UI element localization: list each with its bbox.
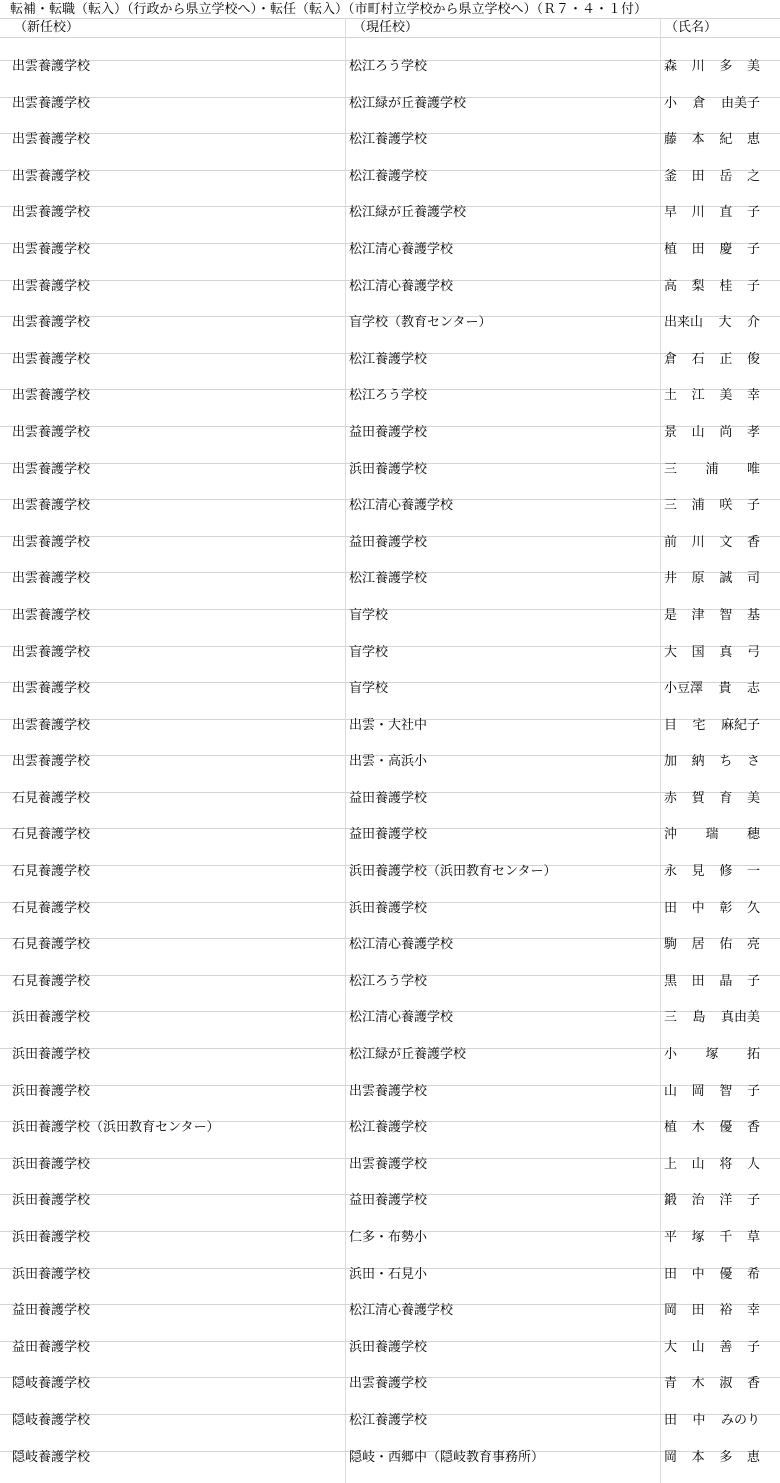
cell-new-school: 石見養護学校 bbox=[12, 864, 91, 880]
table-row bbox=[0, 1182, 780, 1219]
cell-current-school: 浜田・石見小 bbox=[349, 1266, 428, 1282]
table-row bbox=[0, 890, 780, 927]
cell-current-school: 出雲・高浜小 bbox=[349, 754, 428, 770]
cell-name: 前 川 文 香 bbox=[664, 534, 760, 550]
table-row bbox=[0, 1036, 780, 1073]
cell-current-school: 益田養護学校 bbox=[349, 534, 428, 550]
cell-current-school: 仁多・布勢小 bbox=[349, 1230, 428, 1245]
cell-new-school: 出雲養護学校 bbox=[12, 59, 91, 74]
cell-new-school: 出雲養護学校 bbox=[12, 132, 91, 148]
table-row bbox=[0, 377, 780, 414]
cell-name: 黒 田 晶 子 bbox=[664, 973, 760, 989]
table-row bbox=[0, 268, 780, 305]
cell-current-school: 松江清心養護学校 bbox=[349, 937, 454, 953]
cell-name: 三 浦 唯 bbox=[664, 461, 760, 477]
cell-new-school: 石見養護学校 bbox=[12, 973, 91, 989]
table-row bbox=[0, 121, 780, 158]
cell-current-school: 盲学校 bbox=[349, 644, 389, 660]
table-row bbox=[0, 158, 780, 195]
table-row bbox=[0, 597, 780, 634]
table-row bbox=[0, 451, 780, 488]
cell-current-school: 松江養護学校 bbox=[349, 1120, 428, 1136]
cell-current-school: 松江養護学校 bbox=[349, 571, 428, 587]
cell-current-school: 益田養護学校 bbox=[349, 424, 428, 440]
table-row bbox=[0, 780, 780, 817]
cell-new-school: 出雲養護学校 bbox=[12, 571, 91, 587]
cell-current-school: 浜田養護学校 bbox=[349, 461, 428, 477]
table-row bbox=[0, 963, 780, 1000]
cell-current-school: 松江養護学校 bbox=[349, 1412, 428, 1428]
table-row bbox=[0, 999, 780, 1036]
cell-new-school: 浜田養護学校 bbox=[12, 1230, 91, 1245]
cell-name: 目 宅 麻紀子 bbox=[664, 717, 760, 733]
cell-current-school: 松江養護学校 bbox=[349, 168, 428, 184]
cell-name: 岡 本 多 恵 bbox=[664, 1449, 760, 1465]
grid-line bbox=[0, 37, 780, 38]
cell-name: 田 中 彰 久 bbox=[664, 900, 760, 916]
cell-name: 景 山 尚 孝 bbox=[664, 424, 760, 440]
cell-current-school: 盲学校 bbox=[349, 681, 389, 697]
cell-name: 早 川 直 子 bbox=[664, 205, 760, 221]
table-row bbox=[0, 743, 780, 780]
cell-new-school: 出雲養護学校 bbox=[12, 498, 91, 514]
cell-current-school: 出雲養護学校 bbox=[349, 1156, 428, 1172]
table-row bbox=[0, 1439, 780, 1476]
cell-name: 駒 居 佑 亮 bbox=[664, 937, 760, 953]
cell-current-school: 盲学校 bbox=[349, 607, 389, 623]
table-row bbox=[0, 1292, 780, 1329]
cell-current-school: 松江清心養護学校 bbox=[349, 1010, 454, 1026]
cell-current-school: 浜田養護学校 bbox=[349, 1339, 428, 1355]
cell-current-school: 松江清心養護学校 bbox=[349, 241, 454, 257]
cell-new-school: 浜田養護学校 bbox=[12, 1047, 91, 1063]
cell-name: 田 中 優 希 bbox=[664, 1266, 760, 1282]
cell-name: 小豆澤 貴 志 bbox=[664, 681, 760, 697]
cell-name: 三 浦 咲 子 bbox=[664, 498, 760, 514]
header-name: （氏名） bbox=[665, 20, 718, 35]
cell-name: 鍛 治 洋 子 bbox=[664, 1193, 760, 1209]
cell-name: 大 国 真 弓 bbox=[664, 644, 760, 660]
cell-current-school: 出雲養護学校 bbox=[349, 1083, 428, 1099]
table-row bbox=[0, 816, 780, 853]
table-row bbox=[0, 414, 780, 451]
table-row bbox=[0, 487, 780, 524]
cell-name: 植 木 優 香 bbox=[664, 1120, 760, 1136]
cell-new-school: 浜田養護学校 bbox=[12, 1193, 91, 1209]
cell-new-school: 浜田養護学校 bbox=[12, 1083, 91, 1099]
cell-new-school: 出雲養護学校 bbox=[12, 351, 91, 367]
cell-name: 田 中 みのり bbox=[664, 1412, 760, 1428]
cell-current-school: 隠岐・西郷中（隠岐教育事務所） bbox=[349, 1449, 545, 1465]
cell-new-school: 出雲養護学校 bbox=[12, 95, 91, 111]
table-row bbox=[0, 634, 780, 671]
cell-current-school: 松江緑が丘養護学校 bbox=[349, 95, 467, 111]
cell-name: 山 岡 智 子 bbox=[664, 1083, 760, 1099]
cell-current-school: 松江緑が丘養護学校 bbox=[349, 205, 467, 221]
header-current-school: （現任校） bbox=[353, 20, 419, 35]
cell-name: 永 見 修 一 bbox=[664, 864, 760, 880]
cell-current-school: 浜田養護学校 bbox=[349, 900, 428, 916]
cell-name: 倉 石 正 俊 bbox=[664, 351, 760, 367]
cell-name: 藤 本 紀 恵 bbox=[664, 132, 760, 148]
cell-name: 三 島 真由美 bbox=[664, 1010, 760, 1026]
cell-current-school: 松江清心養護学校 bbox=[349, 498, 454, 514]
cell-name: 小 塚 拓 bbox=[664, 1047, 760, 1063]
cell-name: 大 山 善 子 bbox=[664, 1339, 760, 1355]
cell-new-school: 石見養護学校 bbox=[12, 827, 91, 843]
cell-name: 加 納 ち さ bbox=[664, 754, 760, 770]
table-row bbox=[0, 1073, 780, 1110]
table-row bbox=[0, 926, 780, 963]
grid-line bbox=[0, 609, 780, 610]
cell-name: 上 山 将 人 bbox=[664, 1156, 760, 1172]
table-row bbox=[0, 304, 780, 341]
table-row bbox=[0, 1365, 780, 1402]
cell-name: 是 津 智 基 bbox=[664, 607, 760, 623]
cell-new-school: 出雲養護学校 bbox=[12, 461, 91, 477]
cell-current-school: 松江ろう学校 bbox=[349, 973, 428, 989]
cell-current-school: 松江清心養護学校 bbox=[349, 278, 454, 294]
cell-new-school: 出雲養護学校 bbox=[12, 388, 91, 404]
table-row bbox=[0, 670, 780, 707]
cell-new-school: 益田養護学校 bbox=[12, 1339, 91, 1355]
cell-new-school: 石見養護学校 bbox=[12, 937, 91, 953]
table-row bbox=[0, 707, 780, 744]
cell-new-school: 隠岐養護学校 bbox=[12, 1449, 91, 1465]
table-row bbox=[0, 1219, 780, 1256]
cell-new-school: 浜田養護学校（浜田教育センター） bbox=[12, 1120, 220, 1136]
transfer-table bbox=[0, 48, 780, 1475]
cell-current-school: 益田養護学校 bbox=[349, 1193, 428, 1209]
cell-current-school: 松江ろう学校 bbox=[349, 388, 428, 404]
table-row bbox=[0, 524, 780, 561]
cell-current-school: 松江清心養護学校 bbox=[349, 1303, 454, 1319]
header-new-school: （新任校） bbox=[14, 20, 80, 35]
cell-name: 出来山 大 介 bbox=[664, 315, 760, 331]
cell-name: 岡 田 裕 幸 bbox=[664, 1303, 760, 1319]
table-row bbox=[0, 1109, 780, 1146]
cell-name: 釜 田 岳 之 bbox=[664, 168, 760, 184]
cell-current-school: 松江養護学校 bbox=[349, 351, 428, 367]
table-row bbox=[0, 231, 780, 268]
table-row bbox=[0, 1402, 780, 1439]
cell-current-school: 松江ろう学校 bbox=[349, 59, 428, 74]
table-row bbox=[0, 85, 780, 122]
cell-current-school: 益田養護学校 bbox=[349, 827, 428, 843]
table-row bbox=[0, 560, 780, 597]
cell-current-school: 松江養護学校 bbox=[349, 132, 428, 148]
cell-new-school: 出雲養護学校 bbox=[12, 534, 91, 550]
cell-new-school: 出雲養護学校 bbox=[12, 168, 91, 184]
table-row bbox=[0, 853, 780, 890]
cell-name: 井 原 誠 司 bbox=[664, 571, 760, 587]
grid-line bbox=[0, 646, 780, 647]
cell-name: 高 梨 桂 子 bbox=[664, 278, 760, 294]
table-row bbox=[0, 194, 780, 231]
cell-new-school: 隠岐養護学校 bbox=[12, 1376, 91, 1392]
cell-new-school: 石見養護学校 bbox=[12, 790, 91, 806]
cell-current-school: 盲学校（教育センター） bbox=[349, 315, 492, 331]
cell-name: 森 川 多 美 bbox=[664, 59, 760, 74]
cell-new-school: 出雲養護学校 bbox=[12, 424, 91, 440]
cell-current-school: 松江緑が丘養護学校 bbox=[349, 1047, 467, 1063]
cell-new-school: 浜田養護学校 bbox=[12, 1266, 91, 1282]
cell-current-school: 出雲・大社中 bbox=[349, 717, 428, 733]
cell-new-school: 出雲養護学校 bbox=[12, 315, 91, 331]
cell-name: 植 田 慶 子 bbox=[664, 241, 760, 257]
cell-current-school: 益田養護学校 bbox=[349, 790, 428, 806]
cell-new-school: 出雲養護学校 bbox=[12, 717, 91, 733]
table-row bbox=[0, 1329, 780, 1366]
cell-new-school: 出雲養護学校 bbox=[12, 644, 91, 660]
cell-name: 沖 瑞 穂 bbox=[664, 827, 760, 843]
cell-new-school: 出雲養護学校 bbox=[12, 607, 91, 623]
cell-new-school: 益田養護学校 bbox=[12, 1303, 91, 1319]
table-row bbox=[0, 48, 780, 85]
cell-new-school: 石見養護学校 bbox=[12, 900, 91, 916]
table-row bbox=[0, 341, 780, 378]
grid-line bbox=[0, 682, 780, 683]
cell-name: 赤 賀 育 美 bbox=[664, 790, 760, 806]
cell-name: 平 塚 千 草 bbox=[664, 1230, 760, 1245]
table-row bbox=[0, 1146, 780, 1183]
cell-new-school: 出雲養護学校 bbox=[12, 205, 91, 221]
cell-name: 土 江 美 幸 bbox=[664, 388, 760, 404]
cell-name: 青 木 淑 香 bbox=[664, 1376, 760, 1392]
cell-new-school: 出雲養護学校 bbox=[12, 278, 91, 294]
cell-current-school: 出雲養護学校 bbox=[349, 1376, 428, 1392]
cell-new-school: 出雲養護学校 bbox=[12, 241, 91, 257]
cell-new-school: 隠岐養護学校 bbox=[12, 1412, 91, 1428]
cell-new-school: 浜田養護学校 bbox=[12, 1156, 91, 1172]
document-title: 転補・転職（転入）（行政から県立学校へ）・転任（転入）（市町村立学校から県立学校へ）（Ｒ７・４・１付） bbox=[10, 2, 648, 17]
cell-new-school: 出雲養護学校 bbox=[12, 681, 91, 697]
cell-current-school: 浜田養護学校（浜田教育センター） bbox=[349, 864, 557, 880]
cell-new-school: 浜田養護学校 bbox=[12, 1010, 91, 1026]
cell-name: 小 倉 由美子 bbox=[664, 95, 760, 111]
cell-new-school: 出雲養護学校 bbox=[12, 754, 91, 770]
table-row bbox=[0, 1256, 780, 1293]
